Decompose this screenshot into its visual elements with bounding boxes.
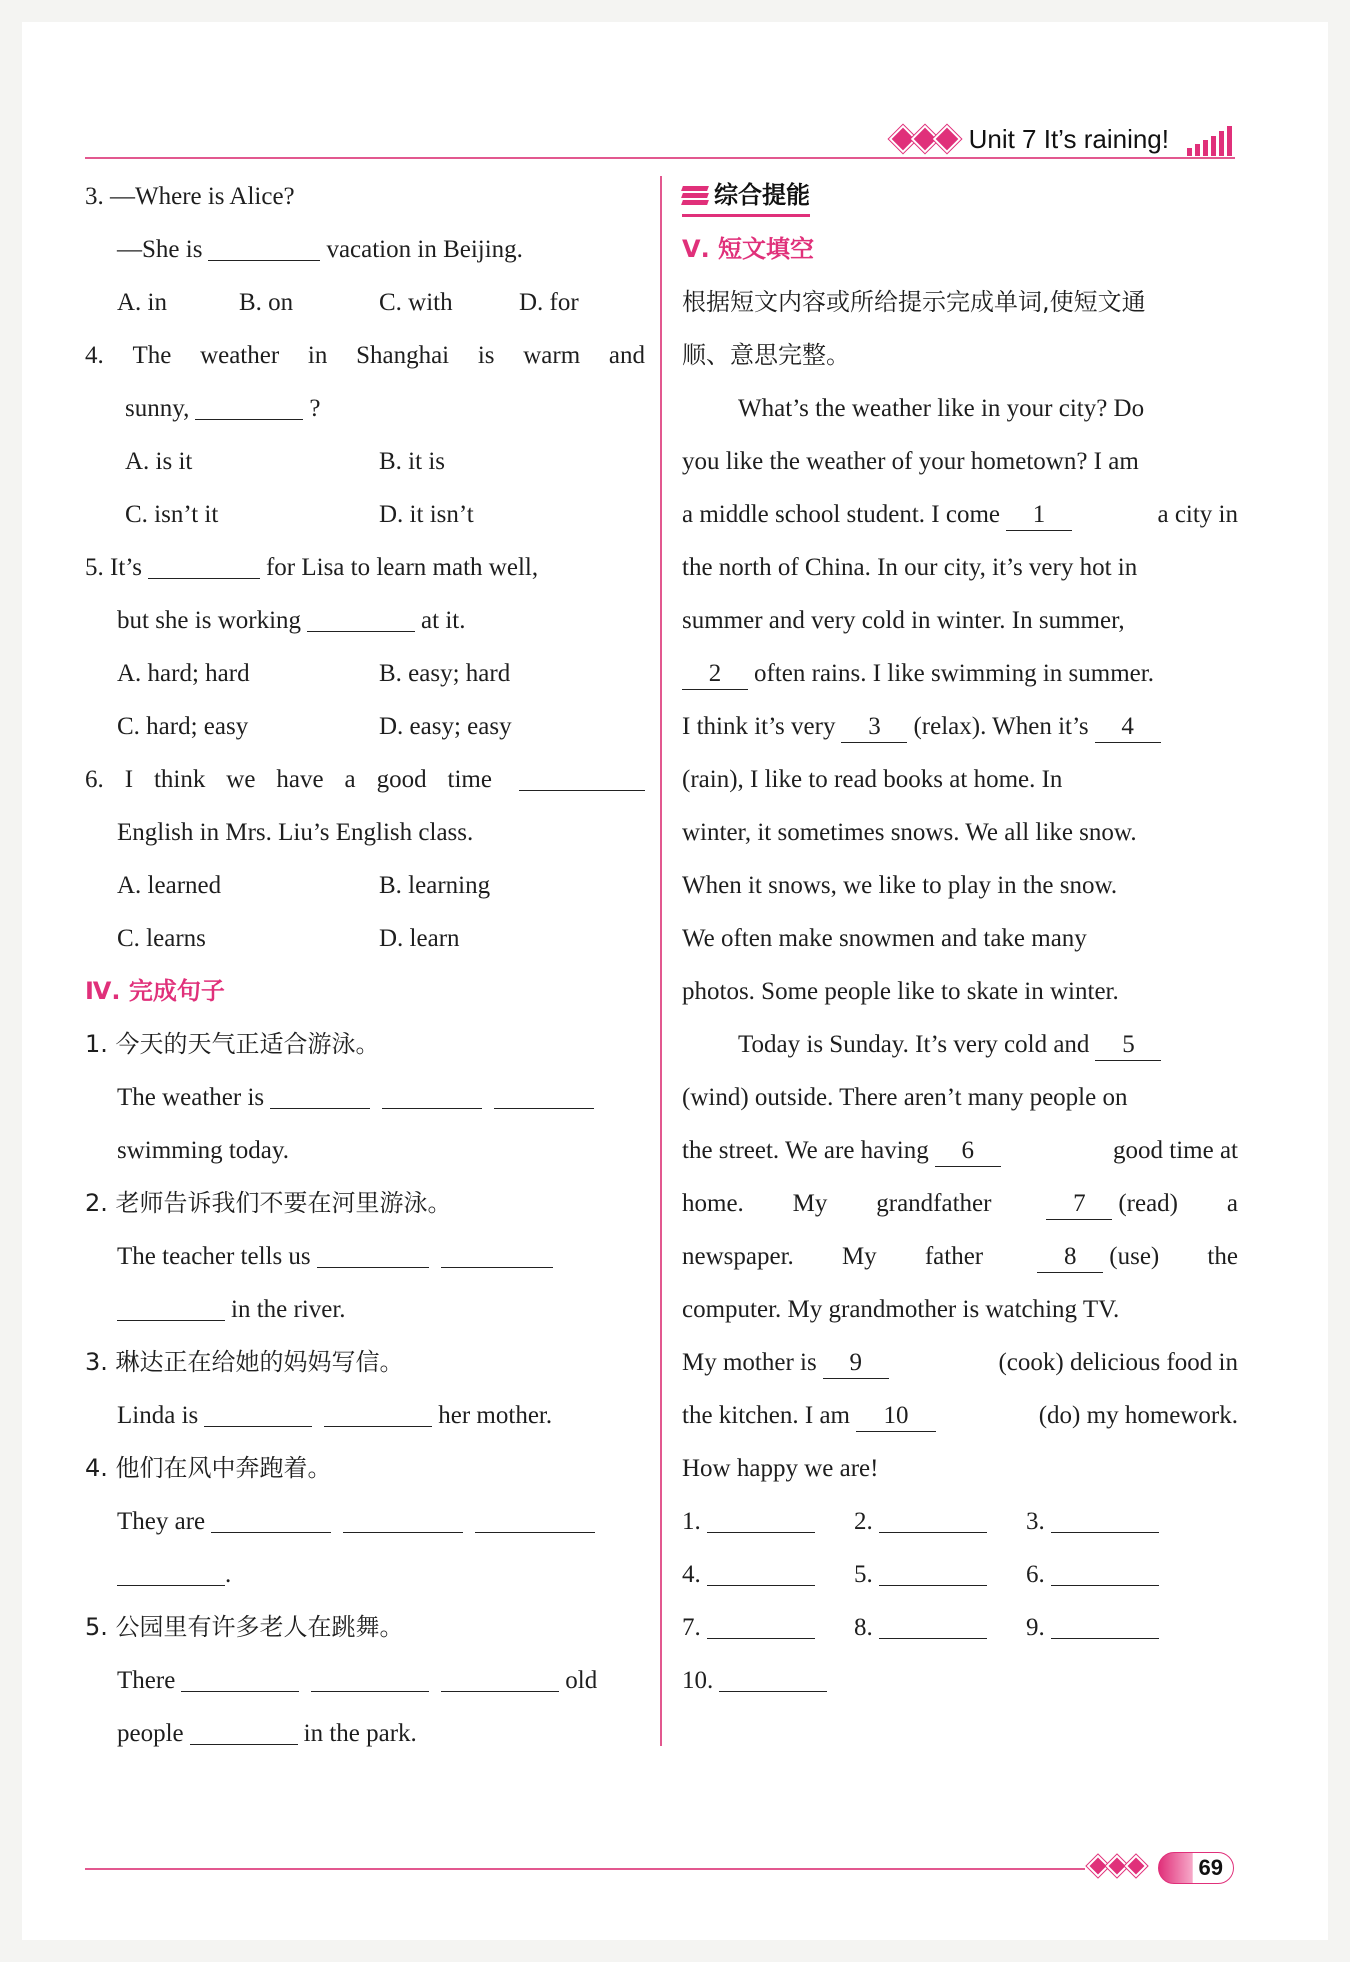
option-d[interactable]: D. easy; easy — [379, 713, 512, 740]
answer-blank[interactable] — [117, 1290, 225, 1321]
instruction-line-1: 根据短文内容或所给提示完成单词,使短文通 — [682, 288, 1146, 316]
q5-options-ab — [85, 647, 645, 700]
question-3: 3. —Where is Alice? — [85, 183, 295, 210]
q4-options-ab — [85, 435, 645, 488]
section-4-heading: Ⅳ. 完成句子 — [85, 977, 225, 1005]
answer-blank[interactable] — [879, 1502, 987, 1533]
option-c[interactable]: C. with — [379, 289, 453, 316]
sentence-5-english: There old — [85, 1654, 645, 1707]
cloze-blank-10[interactable]: 10 — [856, 1401, 936, 1432]
passage-line-11: We often make snowmen and take many — [682, 925, 1087, 952]
cloze-blank-2[interactable]: 2 — [682, 659, 748, 690]
answer-blank[interactable] — [475, 1502, 595, 1533]
page-number: 69 — [1158, 1852, 1234, 1884]
question-4: 4. The weather in Shanghai is warm and — [85, 342, 645, 369]
answer-blank[interactable] — [382, 1078, 482, 1109]
passage-line-17: newspaper. My father 8 (use) the — [682, 1230, 1238, 1283]
sentence-5-english-cont: people in the park. — [85, 1707, 645, 1760]
option-c[interactable]: C. isn’t it — [125, 501, 219, 528]
option-a[interactable]: A. learned — [117, 872, 222, 899]
answer-blank[interactable] — [519, 760, 645, 791]
answer-blank[interactable] — [181, 1661, 299, 1692]
answer-blank[interactable] — [1051, 1502, 1159, 1533]
unit-title: Unit 7 It’s raining! — [968, 123, 1169, 154]
option-a[interactable]: A. is it — [125, 448, 193, 475]
answer-blank[interactable] — [879, 1608, 987, 1639]
answer-blank[interactable] — [441, 1661, 559, 1692]
passage-line-5: summer and very cold in winter. In summer, — [682, 607, 1125, 634]
answer-blank[interactable] — [324, 1396, 432, 1427]
option-d[interactable]: D. it isn’t — [379, 501, 474, 528]
passage-line-3: a middle school student. I come 1 a city in — [682, 488, 1238, 541]
passage-line-13: Today is Sunday. It’s very cold and 5 — [682, 1018, 1238, 1071]
answer-blank[interactable] — [441, 1237, 553, 1268]
passage-line-12: photos. Some people like to skate in winter. — [682, 978, 1119, 1005]
q5-line2: but she is working at it. — [85, 594, 645, 647]
passage-line-21: How happy we are! — [682, 1455, 879, 1482]
answer-blank[interactable] — [1051, 1555, 1159, 1586]
q4-options-cd — [85, 488, 645, 541]
answer-row-1: 1. 2. 3. — [682, 1495, 1238, 1548]
passage-line-15: the street. We are having 6 good time at — [682, 1124, 1238, 1177]
sentence-2-english: The teacher tells us — [85, 1230, 645, 1283]
left-column — [85, 170, 645, 1760]
right-column — [682, 170, 1238, 1707]
answer-row-3: 7. 8. 9. — [682, 1601, 1238, 1654]
option-d[interactable]: D. for — [519, 289, 579, 316]
passage-line-4: the north of China. In our city, it’s very hot in — [682, 554, 1138, 581]
cloze-blank-3[interactable]: 3 — [841, 712, 907, 743]
q3-options — [85, 276, 645, 329]
passage-line-19: My mother is 9 (cook) delicious food in — [682, 1336, 1238, 1389]
answer-blank[interactable] — [195, 389, 303, 420]
passage-line-10: When it snows, we like to play in the snow. — [682, 872, 1118, 899]
passage-line-7: I think it’s very 3 (relax). When it’s 4 — [682, 700, 1238, 753]
section-5-heading: Ⅴ. 短文填空 — [682, 235, 815, 263]
option-c[interactable]: C. learns — [117, 925, 206, 952]
stacked-books-icon — [682, 184, 708, 206]
q5-options-cd — [85, 700, 645, 753]
option-a[interactable]: A. hard; hard — [117, 660, 250, 687]
cloze-blank-4[interactable]: 4 — [1095, 712, 1161, 743]
sentence-4-chinese: 4. 他们在风中奔跑着。 — [85, 1454, 332, 1482]
answer-blank[interactable] — [707, 1502, 815, 1533]
sentence-4-english-cont: . — [85, 1548, 645, 1601]
sentence-1-english: The weather is — [85, 1071, 645, 1124]
answer-blank[interactable] — [1051, 1608, 1159, 1639]
cloze-blank-6[interactable]: 6 — [935, 1136, 1001, 1167]
sentence-3-chinese: 3. 琳达正在给她的妈妈写信。 — [85, 1348, 404, 1376]
passage-line-6: 2 often rains. I like swimming in summer. — [682, 647, 1238, 700]
section-badge: 综合提能 — [682, 176, 810, 217]
passage-line-9: winter, it sometimes snows. We all like snow. — [682, 819, 1137, 846]
passage-line-14: (wind) outside. There aren’t many people on — [682, 1084, 1128, 1111]
option-b[interactable]: B. it is — [379, 448, 445, 475]
q6-options-cd — [85, 912, 645, 965]
passage-line-18: computer. My grandmother is watching TV. — [682, 1296, 1120, 1323]
badge-row — [682, 170, 1238, 223]
option-c[interactable]: C. hard; easy — [117, 713, 249, 740]
option-a[interactable]: A. in — [117, 289, 167, 316]
answer-blank[interactable] — [311, 1661, 429, 1692]
q6-options-ab — [85, 859, 645, 912]
passage-line-16: home. My grandfather 7 (read) a — [682, 1177, 1238, 1230]
q6-line2: English in Mrs. Liu’s English class. — [117, 819, 474, 846]
footer-divider — [85, 1868, 1085, 1870]
passage-line-8: (rain), I like to read books at home. In — [682, 766, 1063, 793]
option-b[interactable]: B. learning — [379, 872, 491, 899]
answer-blank[interactable] — [148, 548, 260, 579]
answer-blank[interactable] — [719, 1661, 827, 1692]
question-5: 5. It’s for Lisa to learn math well, — [85, 541, 645, 594]
option-b[interactable]: B. easy; hard — [379, 660, 511, 687]
sentence-5-chinese: 5. 公园里有许多老人在跳舞。 — [85, 1613, 404, 1641]
cloze-blank-9[interactable]: 9 — [823, 1348, 889, 1379]
cloze-blank-5[interactable]: 5 — [1095, 1030, 1161, 1061]
passage-line-2: you like the weather of your hometown? I am — [682, 448, 1139, 475]
option-b[interactable]: B. on — [239, 289, 294, 316]
answer-row-4: 10. — [682, 1654, 1238, 1707]
answer-blank[interactable] — [208, 230, 320, 261]
sentence-1-chinese: 1. 今天的天气正适合游泳。 — [85, 1030, 380, 1058]
passage-line-20: the kitchen. I am 10 (do) my homework. — [682, 1389, 1238, 1442]
answer-blank[interactable] — [117, 1555, 225, 1586]
cloze-blank-8[interactable]: 8 — [1037, 1242, 1103, 1273]
page-header — [893, 122, 1232, 156]
sentence-2-english-cont: in the river. — [85, 1283, 645, 1336]
answer-blank[interactable] — [494, 1078, 594, 1109]
sentence-3-english: Linda is her mother. — [85, 1389, 645, 1442]
answer-blank[interactable] — [343, 1502, 463, 1533]
header-divider — [85, 157, 1235, 159]
passage-line-1: What’s the weather like in your city? Do — [738, 395, 1145, 422]
answer-blank[interactable] — [707, 1608, 815, 1639]
q3-line1: —Where is Alice? — [110, 183, 295, 210]
sentence-1-english-cont: swimming today. — [117, 1137, 289, 1164]
answer-blank[interactable] — [211, 1502, 331, 1533]
column-divider — [660, 176, 662, 1746]
footer-diamonds-icon — [1090, 1858, 1144, 1874]
cloze-blank-7[interactable]: 7 — [1046, 1189, 1112, 1220]
sentence-2-chinese: 2. 老师告诉我们不要在河里游泳。 — [85, 1189, 452, 1217]
signal-bars-icon — [1187, 122, 1232, 156]
sentence-4-english: They are — [85, 1495, 645, 1548]
q3-line2: —She is vacation in Beijing. — [85, 223, 645, 276]
answer-blank[interactable] — [317, 1237, 429, 1268]
answer-blank[interactable] — [270, 1078, 370, 1109]
option-d[interactable]: D. learn — [379, 925, 460, 952]
cloze-blank-1[interactable]: 1 — [1006, 500, 1072, 531]
answer-blank[interactable] — [204, 1396, 312, 1427]
answer-blank[interactable] — [190, 1714, 298, 1745]
question-6: 6. I think we have a good time — [85, 753, 645, 806]
q4-line2: sunny, ? — [85, 382, 645, 435]
arrow-diamonds-icon — [893, 129, 957, 149]
answer-blank[interactable] — [707, 1555, 815, 1586]
instruction-line-2: 顺、意思完整。 — [682, 341, 850, 369]
answer-blank[interactable] — [307, 601, 415, 632]
answer-blank[interactable] — [879, 1555, 987, 1586]
answer-row-2: 4. 5. 6. — [682, 1548, 1238, 1601]
